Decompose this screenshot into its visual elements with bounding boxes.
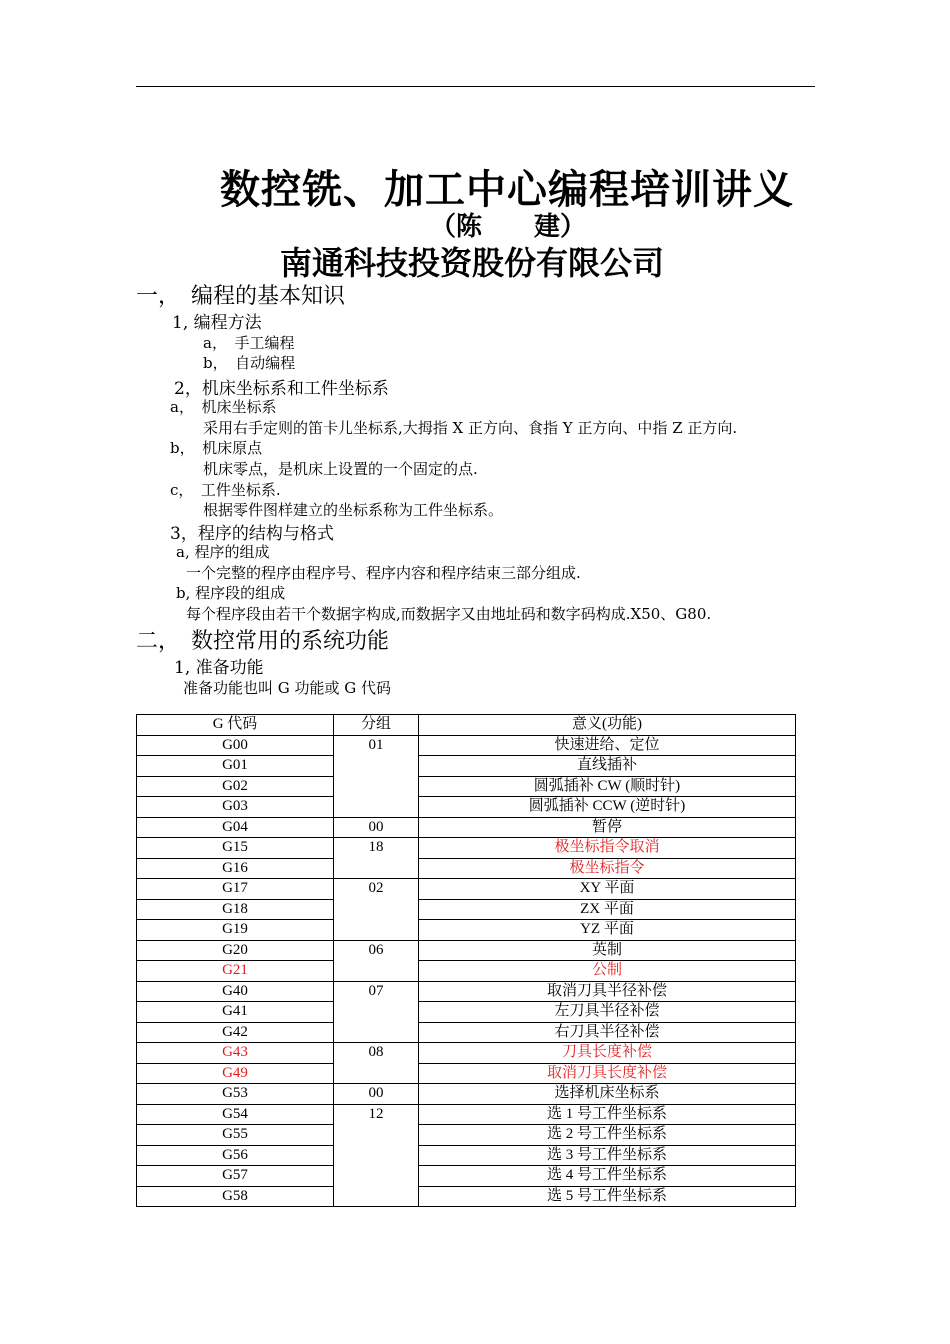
meaning-cell: ZX 平面: [419, 899, 796, 920]
meaning-cell: 极坐标指令: [419, 858, 796, 879]
doc-title: 数控铣、加工中心编程培训讲义: [220, 166, 794, 213]
header-meaning: 意义(功能): [419, 715, 796, 736]
meaning-cell: 英制: [419, 940, 796, 961]
text-line: c， 工件坐标系.: [170, 481, 281, 499]
table-row: [137, 961, 796, 982]
g-code-cell: G16: [137, 858, 334, 879]
g-code-cell: G15: [137, 838, 334, 859]
g-code-cell: G57: [137, 1166, 334, 1187]
text-line: 3，程序的结构与格式: [170, 524, 334, 544]
meaning-cell: 暂停: [419, 817, 796, 838]
meaning-cell: 刀具长度补偿: [419, 1043, 796, 1064]
meaning-cell: YZ 平面: [419, 920, 796, 941]
group-cell: 08: [334, 1043, 419, 1084]
g-code-cell: G58: [137, 1186, 334, 1207]
meaning-cell: 取消刀具长度补偿: [419, 1063, 796, 1084]
table-row: [137, 756, 796, 777]
group-cell: 18: [334, 838, 419, 879]
table-row: [137, 1104, 796, 1125]
g-code-cell: G43: [137, 1043, 334, 1064]
table-row: [137, 797, 796, 818]
text-line: a， 手工编程: [203, 334, 295, 352]
table-row: [137, 1125, 796, 1146]
table-row: [137, 776, 796, 797]
g-code-table: [136, 714, 796, 1207]
meaning-cell: 直线插补: [419, 756, 796, 777]
table-row: [137, 1145, 796, 1166]
meaning-cell: 圆弧插补 CW (顺时针): [419, 776, 796, 797]
doc-company: 南通科技投资股份有限公司: [280, 244, 665, 282]
table-row: [137, 940, 796, 961]
text-line: 每个程序段由若干个数据字构成,而数据字又由地址码和数字码构成.X50、G80.: [186, 605, 712, 623]
g-code-cell: G04: [137, 817, 334, 838]
text-line: 一， 编程的基本知识: [136, 284, 346, 309]
group-cell: 07: [334, 981, 419, 1043]
text-line: 二， 数控常用的系统功能: [136, 629, 390, 654]
text-line: 机床零点，是机床上设置的一个固定的点.: [203, 460, 478, 478]
table-row: [137, 838, 796, 859]
meaning-cell: 右刀具半径补偿: [419, 1022, 796, 1043]
table-row: [137, 1002, 796, 1023]
meaning-cell: 选 3 号工件坐标系: [419, 1145, 796, 1166]
group-cell: 02: [334, 879, 419, 941]
table-row: [137, 1063, 796, 1084]
table-row: [137, 1186, 796, 1207]
g-code-cell: G56: [137, 1145, 334, 1166]
meaning-cell: 选 5 号工件坐标系: [419, 1186, 796, 1207]
g-code-cell: G17: [137, 879, 334, 900]
meaning-cell: 选 4 号工件坐标系: [419, 1166, 796, 1187]
meaning-cell: 快速进给、定位: [419, 735, 796, 756]
text-line: 采用右手定则的笛卡儿坐标系,大拇指 X 正方向、食指 Y 正方向、中指 Z 正方向.: [203, 419, 738, 437]
text-line: a， 机床坐标系: [170, 398, 277, 416]
text-line: 1, 准备功能: [174, 658, 264, 678]
g-code-cell: G19: [137, 920, 334, 941]
g-code-cell: G49: [137, 1063, 334, 1084]
g-code-cell: G03: [137, 797, 334, 818]
meaning-cell: 左刀具半径补偿: [419, 1002, 796, 1023]
g-code-cell: G01: [137, 756, 334, 777]
table-row: [137, 879, 796, 900]
group-cell: 00: [334, 1084, 419, 1105]
header-rule: [136, 86, 815, 87]
group-cell: 00: [334, 817, 419, 838]
meaning-cell: 选 2 号工件坐标系: [419, 1125, 796, 1146]
g-code-cell: G55: [137, 1125, 334, 1146]
meaning-cell: 取消刀具半径补偿: [419, 981, 796, 1002]
g-code-cell: G53: [137, 1084, 334, 1105]
g-code-cell: G40: [137, 981, 334, 1002]
group-cell: 01: [334, 735, 419, 817]
table-row: [137, 1084, 796, 1105]
text-line: a, 程序的组成: [176, 543, 270, 561]
header-group: 分组: [334, 715, 419, 736]
g-code-cell: G18: [137, 899, 334, 920]
meaning-cell: 公制: [419, 961, 796, 982]
table-header-row: [137, 715, 796, 736]
text-line: 一个完整的程序由程序号、程序内容和程序结束三部分组成.: [186, 564, 581, 582]
g-code-cell: G54: [137, 1104, 334, 1125]
g-code-cell: G02: [137, 776, 334, 797]
meaning-cell: 极坐标指令取消: [419, 838, 796, 859]
text-line: 根据零件图样建立的坐标系称为工件坐标系。: [203, 501, 504, 519]
table-row: [137, 817, 796, 838]
table-row: [137, 1022, 796, 1043]
header-code: G 代码: [137, 715, 334, 736]
table-row: [137, 858, 796, 879]
table-row: [137, 981, 796, 1002]
text-line: b， 自动编程: [203, 354, 296, 372]
meaning-cell: 选择机床坐标系: [419, 1084, 796, 1105]
g-code-cell: G20: [137, 940, 334, 961]
doc-author: （陈 建）: [430, 212, 587, 242]
meaning-cell: 圆弧插补 CCW (逆时针): [419, 797, 796, 818]
table-row: [137, 1043, 796, 1064]
table-row: [137, 899, 796, 920]
table-row: [137, 735, 796, 756]
g-code-cell: G41: [137, 1002, 334, 1023]
text-line: b， 机床原点: [170, 439, 263, 457]
text-line: 准备功能也叫 G 功能或 G 代码: [183, 679, 392, 697]
g-code-cell: G42: [137, 1022, 334, 1043]
text-line: b, 程序段的组成: [176, 584, 286, 602]
meaning-cell: 选 1 号工件坐标系: [419, 1104, 796, 1125]
table-row: [137, 920, 796, 941]
g-code-cell: G21: [137, 961, 334, 982]
table-row: [137, 1166, 796, 1187]
text-line: 2，机床坐标系和工件坐标系: [174, 379, 389, 399]
g-code-cell: G00: [137, 735, 334, 756]
text-line: 1, 编程方法: [172, 313, 262, 333]
group-cell: 06: [334, 940, 419, 981]
meaning-cell: XY 平面: [419, 879, 796, 900]
group-cell: 12: [334, 1104, 419, 1207]
